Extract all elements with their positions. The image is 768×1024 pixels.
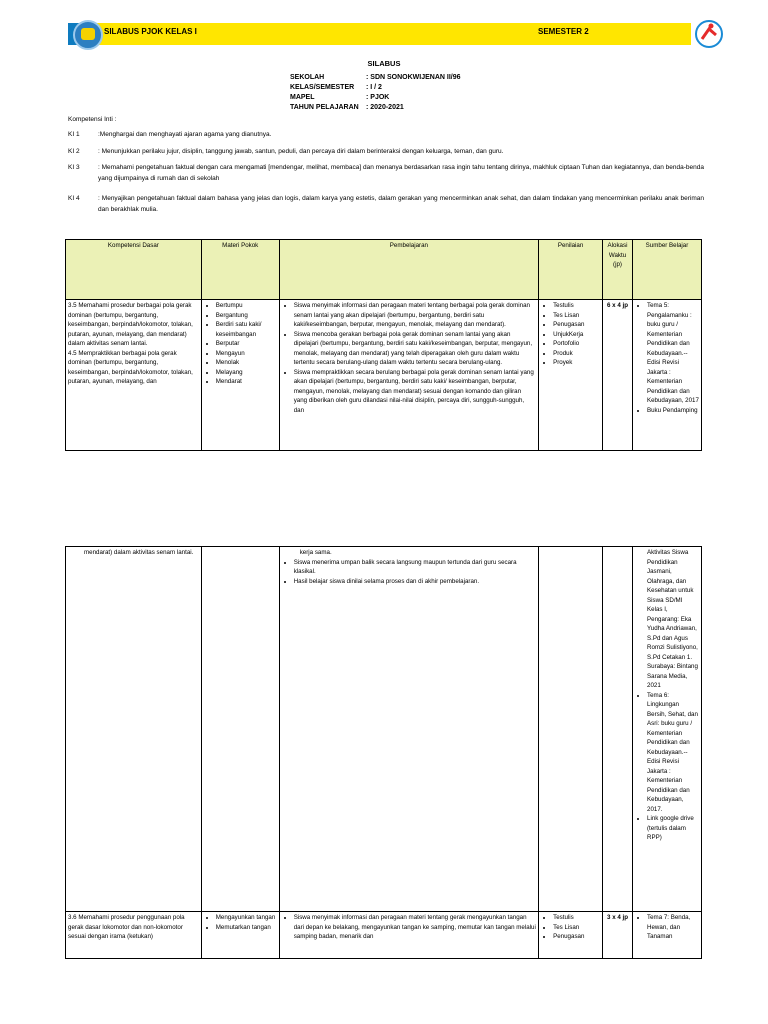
col-penilaian: Penilaian (539, 240, 603, 300)
header-semester: SEMESTER 2 (538, 27, 589, 36)
col-sumber: Sumber Belajar (632, 240, 701, 300)
list-item: • UnjukKerja (553, 330, 600, 340)
list-item: • Tema 6: Lingkungan Bersih, Sehat, dan Asri: buku guru / Kementerian Pendidikan dan Kebudayaan.-- Edisi Revisi Jakarta : Kementerian Pendidikan dan Kebudayaan, 2017. (647, 691, 699, 815)
list-item: • Portofolio (553, 339, 600, 349)
ministry-logo-icon (73, 20, 103, 50)
syllabus-table-1 (65, 239, 702, 451)
list-item: • Siswa menyimak informasi dan peragaan materi tentang berbagai pola gerak dominan senam lantai yang akan dipelajari (bertumpu, bergantung, berdiri satu kaki/keseimbangan, berputar, mengayun, menolak, melayang dan mendarat). (294, 301, 536, 330)
col-kd: Kompetensi Dasar (66, 240, 202, 300)
kd-cell: 3.5 Memahami prosedur berbagai pola gerak dominan (bertumpu, bergantung, keseimbangan, berpindah/lokomotor, tolakan, putaran, ayunan, melayang, dan mendarat) dalam aktivitas senam lantai. 4.5 Mempraktikkan berbagai pola gerak dominan (bertumpu, bergantung, keseimbangan, berpindah/lokomotor, tolakan, putaran, ayunan, melayang, dan (68, 302, 193, 385)
list-item: • Testulis (553, 301, 600, 311)
list-item: • Menolak (216, 358, 277, 368)
list-item: • Tes Lisan (553, 923, 600, 933)
list-item: • Produk (553, 349, 600, 359)
sumber-list (635, 301, 699, 415)
col-pembelajaran: Pembelajaran (279, 240, 538, 300)
list-item: • Link google drive (tertulis dalam RPP) (647, 814, 699, 843)
col-materi: Materi Pokok (201, 240, 279, 300)
list-item: • Mengayun (216, 349, 277, 359)
list-item: • Penugasan (553, 320, 600, 330)
list-item: • Bergantung (216, 311, 277, 321)
list-item: • Hasil belajar siswa dinilai selama proses dan di akhir pembelajaran. (294, 577, 536, 587)
list-item: • Siswa menerima umpan balik secara langsung maupun tertunda dari guru secara klasikal. (294, 558, 536, 577)
sumber-list (635, 691, 699, 843)
info-class: KELAS/SEMESTER : I / 2 (290, 84, 382, 91)
pembelajaran-list (282, 913, 536, 942)
sumber-list (635, 913, 699, 942)
kd-cell: 3.6 Memahami prosedur penggunaan pola gerak dasar lokomotor dan non-lokomotor sesuai dengan irama (ketukan) (68, 914, 185, 940)
list-item: • Mendarat (216, 377, 277, 387)
list-item: • Berdiri satu kaki/ keseimbangan (216, 320, 277, 339)
list-item: • Memutarkan tangan (216, 923, 277, 933)
list-item: • Siswa mencoba gerakan berbagai pola gerak dominan senam lantai yang akan dipelajari (bertumpu, bergantung, berdiri satu kaki/keseimbangan, berputar, mengayun, menolak, melayang dan mendarat) yang telah diperagakan oleh guru dalam waktu tertentu secara berulang-ulang dalam waktu tertentu secara berulang-ulang. (294, 330, 536, 368)
school-logo-icon (694, 19, 724, 49)
ki-1: KI 1 :Menghargai dan menghayati ajaran agama yang dianutnya. (68, 131, 272, 138)
list-item: • Buku Pendamping (647, 406, 699, 416)
pembelajaran-cont: kerja sama. (299, 549, 332, 556)
list-item: • Mengayunkan tangan (216, 913, 277, 923)
list-item: • Siswa menyimak informasi dan peragaan materi tentang gerak mengayunkan tangan dari depan ke belakang, mengayunkan tangan ke samping, memutar kan tangan melalui samping badan, menarik dan (294, 913, 536, 942)
penilaian-list (541, 301, 600, 368)
info-year: TAHUN PELAJARAN : 2020-2021 (290, 104, 404, 111)
col-alokasi: Alokasi Waktu (jp) (603, 240, 633, 300)
syllabus-table-2 (65, 546, 702, 959)
list-item: • Bertumpu (216, 301, 277, 311)
list-item: • Tema 7: Benda, Hewan, dan Tanaman (647, 913, 699, 942)
page-title: SILABUS (367, 59, 401, 68)
ki-2: KI 2 : Menunjukkan perilaku jujur, disiplin, tanggung jawab, santun, peduli, dan percaya diri dalam berinteraksi dengan keluarga, teman, dan guru. (68, 148, 504, 155)
ki-label: Kompetensi Inti : (68, 116, 117, 123)
ki-4: KI 4 : Menyajikan pengetahuan faktual dalam bahasa yang jelas dan logis, dalam karya yang estetis, dalam gerakan yang mencerminkan anak sehat, dan dalam tindakan yang mencerminkan perilaku anak beriman dan berakhlak mulia. (68, 195, 704, 213)
list-item: • Testulis (553, 913, 600, 923)
pembelajaran-list (282, 301, 536, 415)
list-item: • Berputar (216, 339, 277, 349)
list-item: • Siswa mempraktikkan secara berulang berbagai pola gerak dominan senam lantai yang akan dipelajari (bertumpu, bergantung, berdiri satu kaki/ keseimbangan, berputar, mengayun, menolak, melayang dan mendarat) sesuai dengan komando dan giliran yang diberikan oleh guru dilandasi nilai-nilai disiplin, percaya diri, sungguh-sungguh, dan (294, 368, 536, 416)
info-subject: MAPEL : PJOK (290, 94, 390, 101)
kd-cell: mendarat) dalam aktivitas senam lantai. (66, 547, 202, 912)
header-title: SILABUS PJOK KELAS I (104, 27, 197, 36)
list-item: • Proyek (553, 358, 600, 368)
ki-3: KI 3 : Memahami pengetahuan faktual dengan cara mengamati [mendengar, melihat, membaca] dan menanya berdasarkan rasa ingin tahu tentang dirinya, makhluk ciptaan Tuhan dan kegiatannya, dan benda-benda yang dijumpainya di rumah dan di sekolah (68, 164, 704, 182)
list-item: • Melayang (216, 368, 277, 378)
list-item: • Tes Lisan (553, 311, 600, 321)
alokasi-cell: 3 x 4 jp (603, 912, 633, 959)
penilaian-list (541, 913, 600, 942)
list-item: • Tema 5: Pengalamanku : buku guru / Kementerian Pendidikan dan Kebudayaan.-- Edisi Revisi Jakarta : Kementerian Pendidikan dan Kebudayaan, 2017 (647, 301, 699, 406)
materi-list (204, 913, 277, 932)
list-item: • Penugasan (553, 932, 600, 942)
pembelajaran-list (282, 558, 536, 587)
materi-list (204, 301, 277, 387)
alokasi-cell: 6 x 4 jp (603, 300, 633, 451)
sumber-cont: Aktivitas Siswa Pendidikan Jasmani, Olahraga, dan Kesehatan untuk Siswa SD/MI Kelas I, Pengarang: Eka Yudha Andriawan, S.Pd dan Agus Romzi Sulistiyono, S.Pd Cetakan 1. Surabaya: Bintang Sarana Media, 2021 (647, 549, 698, 689)
info-school: SEKOLAH : SDN SONOKWIJENAN II/96 (290, 74, 461, 81)
